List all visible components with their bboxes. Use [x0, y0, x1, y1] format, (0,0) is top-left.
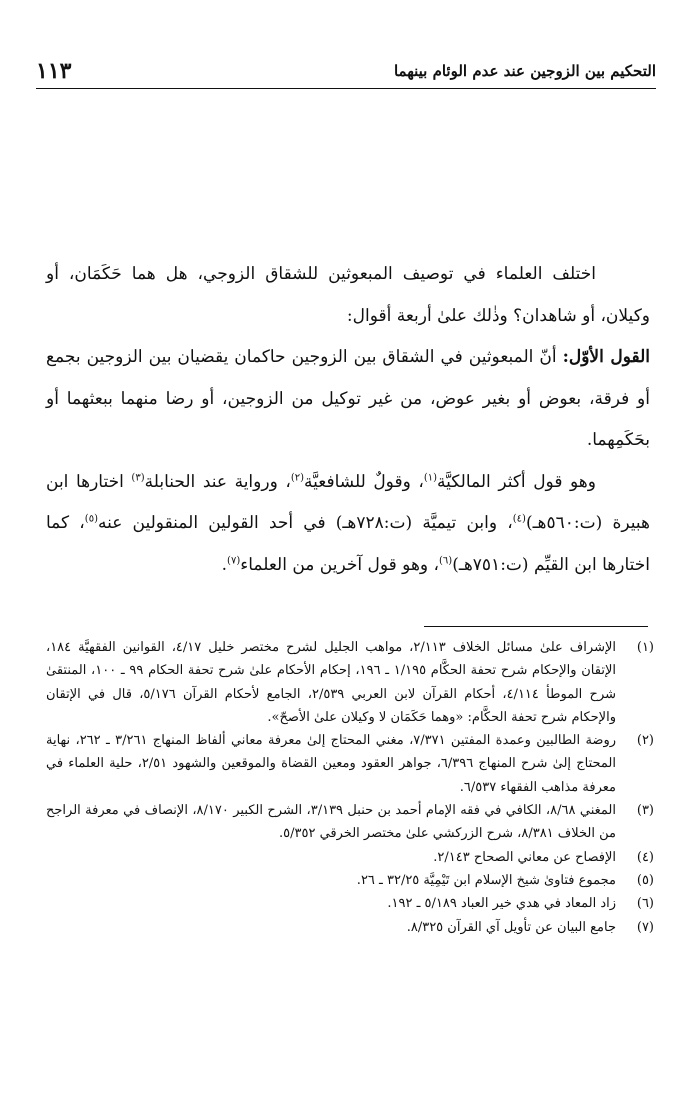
text-segment: ، كما اختارها ابن القيِّم (ت:٧٥١هـ)	[46, 513, 650, 575]
first-opinion-heading: القول الأوّل:	[562, 347, 650, 367]
text-segment: .	[221, 554, 228, 575]
footnote-marker-4: (٤)	[512, 513, 526, 525]
footnote-number: (٦)	[636, 896, 654, 912]
paragraph-first-opinion	[46, 337, 650, 462]
footnote-marker-7: (٧)	[227, 554, 241, 566]
footnote-marker-6: (٦)	[439, 554, 453, 566]
footnote-marker-2: (٢)	[290, 471, 305, 483]
text-segment: ، وقولٌ للشافعيَّة	[304, 471, 424, 492]
footnote-text: مجموع فتاوىٰ شيخ الإسلام ابن تَيْمِيَّة ٣٢/٢٥ ـ ٢٦.	[356, 872, 616, 888]
footnote-separator	[424, 626, 648, 627]
footnote-number: (٢)	[636, 733, 654, 749]
footnote-marker-1: (١)	[423, 471, 438, 483]
text-segment: ، ورواية عند الحنابلة	[144, 471, 291, 492]
footnote	[46, 892, 654, 915]
footnote-number: (٧)	[636, 919, 654, 935]
footnote-text: المغني ٨/٦٨، الكافي في فقه الإمام أحمد بن حنبل ٣/١٣٩، الشرح الكبير ٨/١٧٠، الإنصاف في معرفة الراجح من الخلاف ٨/٣٨١، شرح الزركشي علىٰ مختصر الخرقي ٥/٣٥٢.	[46, 803, 616, 842]
footnote	[46, 636, 654, 729]
footnote-text: الإفصاح عن معاني الصحاح ٢/١٤٣.	[433, 849, 616, 865]
footnote-text: زاد المعاد في هدي خير العباد ٥/١٨٩ ـ ١٩٢.	[387, 896, 616, 912]
footnotes-list	[46, 636, 654, 939]
footnote-text: روضة الطالبين وعمدة المفتين ٧/٣٧١، مغني المحتاج إلىٰ معرفة معاني ألفاظ المنهاج ٣/٢٦١ ـ ٢٦٢، نهاية المحتاج إلىٰ شرح المنهاج ٦/٣٩٦، جواهر العقود ومعين القضاة والموقعين والشهود ٢/٥١، حلية العلماء في معرفة مذاهب الفقهاء ٦/٥٣٧.	[46, 733, 617, 795]
header-title: التحكيم بين الزوجين عند عدم الوئام بينهما	[393, 62, 656, 80]
text-segment: اختارها ابن هبيرة (ت:٥٦٠هـ)	[46, 471, 650, 533]
footnote	[46, 799, 654, 846]
text-segment: ، وهو قول آخرين من العلماء	[240, 554, 440, 575]
text-segment: وهو قول أكثر المالكيَّة	[437, 471, 596, 492]
footnote-number: (٣)	[636, 803, 654, 819]
page-number: ١١٣	[36, 58, 72, 84]
paragraph-proponents	[46, 462, 650, 587]
footnote	[46, 869, 654, 892]
footnote	[46, 729, 654, 799]
footnote-marker-3: (٣)	[131, 471, 145, 483]
footnote-number: (١)	[636, 640, 654, 655]
first-opinion-text: أنّ المبعوثين في الشقاق بين الزوجين حاكمان يقضيان بين الزوجين بجمع أو فرقة، بعوض أو بغير عوض، من غير توكيل من الزوجين، أو رضا منهما ببعثهما أو بحَكَمِهما.	[46, 347, 650, 450]
main-text	[46, 254, 650, 586]
paragraph-intro: اختلف العلماء في توصيف المبعوثين للشقاق الزوجي، هل هما حَكَمَان، أو وكيلان، أو شاهدان؟ وذٰلك علىٰ أربعة أقوال:	[46, 264, 650, 326]
footnote	[46, 846, 654, 869]
footnote-number: (٤)	[636, 849, 654, 865]
footnote-text: جامع البيان عن تأويل آي القرآن ٨/٣٢٥.	[406, 919, 616, 935]
footnote-number: (٥)	[636, 872, 654, 888]
footnote	[46, 916, 654, 939]
footnote-marker-5: (٥)	[84, 513, 98, 525]
running-header	[36, 58, 656, 89]
footnote-text: الإشراف علىٰ مسائل الخلاف ٢/١١٣، مواهب الجليل لشرح مختصر خليل ٤/١٧، القوانين الفقهيَّة ١٨٤، الإتقان والإحكام شرح تحفة الحكَّام ١/١٩٥ ـ ١٩٦، إحكام الأحكام علىٰ شرح تحفة الحكام ٩٩ ـ ١٠٠، المنتقىٰ شرح الموطأ ٤/١١٤، أحكام القرآن لابن العربي ٢/٥٣٩، الجامع لأحكام القرآن ٥/١٧٦، قال في الإتقان والإحكام شرح تحفة الحكَّام: «وهما حَكَمَان لا وكيلان علىٰ الأصحّ».	[46, 640, 617, 725]
text-segment: ، وابن تيميَّة (ت:٧٢٨هـ) في أحد القولين المنقولين عنه	[97, 513, 513, 533]
